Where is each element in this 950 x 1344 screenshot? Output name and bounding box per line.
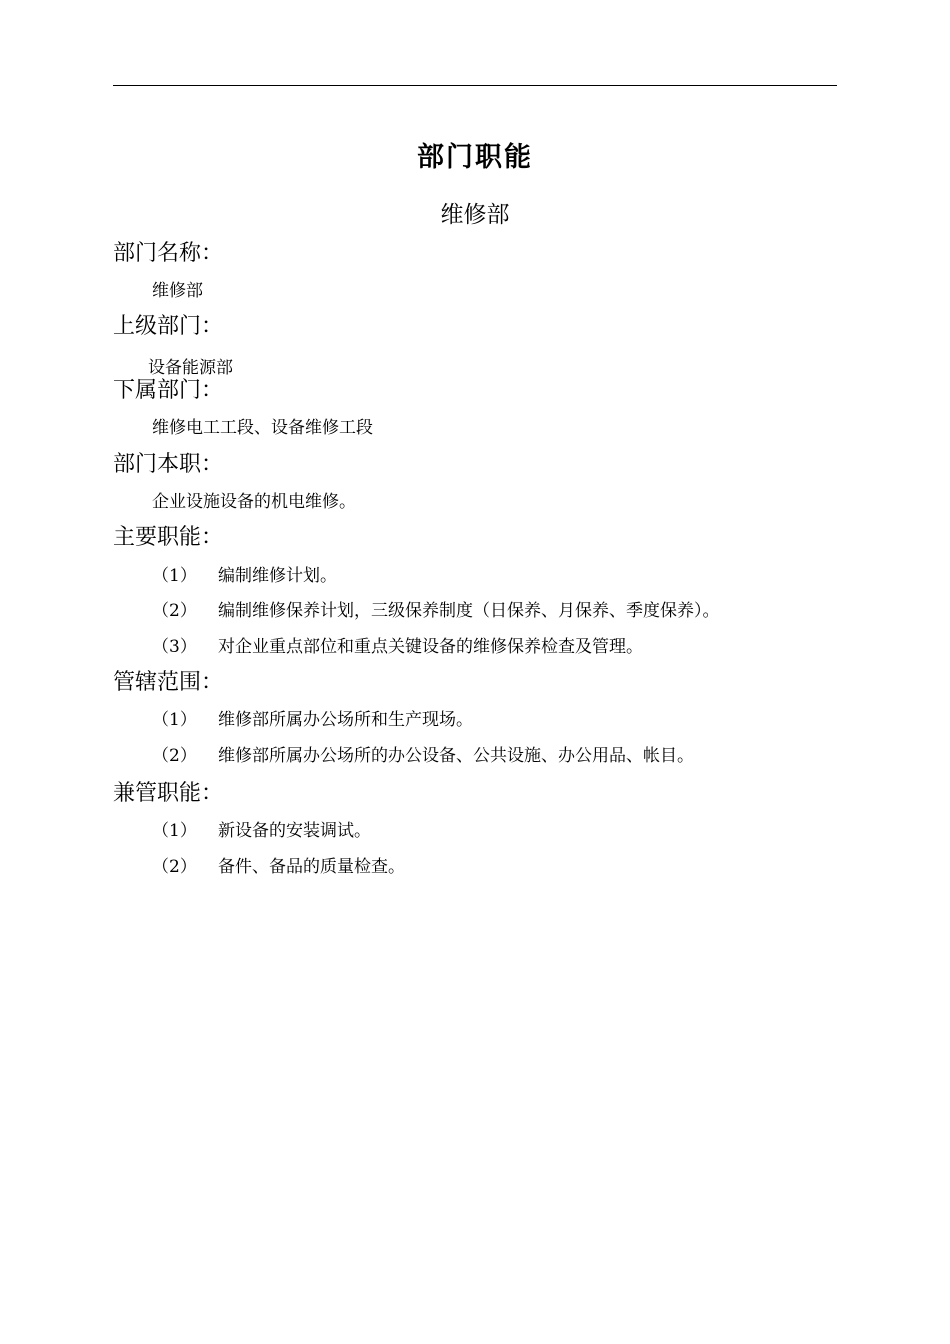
section-heading-parent: 上级部门： [113,314,224,339]
list-item [152,708,473,732]
list-item [152,635,643,659]
list-item-number: （1） [152,821,197,841]
page-title: 部门职能 [417,142,533,173]
section-heading-functions: 主要职能： [113,525,224,550]
list-item-text: 维修部所属办公场所和生产现场。 [218,710,473,730]
list-item-number: （3） [152,637,197,657]
section-heading-extra: 兼管职能： [113,781,224,806]
list-item-text: 新设备的安装调试。 [218,821,371,841]
list-item-number: （1） [152,566,197,586]
section-heading-scope: 管辖范围： [113,670,224,695]
section-heading-subordinate: 下属部门： [113,378,224,403]
page-subtitle: 维修部 [440,202,510,228]
section-heading-duty: 部门本职： [113,452,224,477]
list-item [152,564,337,588]
header-rule [113,85,837,86]
list-item [152,855,405,879]
list-item [152,819,371,843]
list-item-text: 备件、备品的质量检查。 [218,857,405,877]
list-item-number: （2） [152,746,197,766]
section-text-parent: 设备能源部 [148,358,233,378]
list-item-number: （2） [152,857,197,877]
section-heading-name: 部门名称： [113,241,224,266]
list-item-text: 维修部所属办公场所的办公设备、公共设施、办公用品、帐目。 [218,746,694,766]
list-item [152,744,694,768]
list-item-text: 编制维修计划。 [218,566,337,586]
list-item-text: 编制维修保养计划，三级保养制度（日保养、月保养、季度保养）。 [218,601,720,621]
list-item-number: （1） [152,710,197,730]
list-item [152,599,720,623]
list-item-text: 对企业重点部位和重点关键设备的维修保养检查及管理。 [218,637,643,657]
section-text-name: 维修部 [152,281,203,301]
list-item-number: （2） [152,601,197,621]
section-text-subordinate: 维修电工工段、设备维修工段 [152,418,373,438]
section-text-duty: 企业设施设备的机电维修。 [152,492,356,512]
